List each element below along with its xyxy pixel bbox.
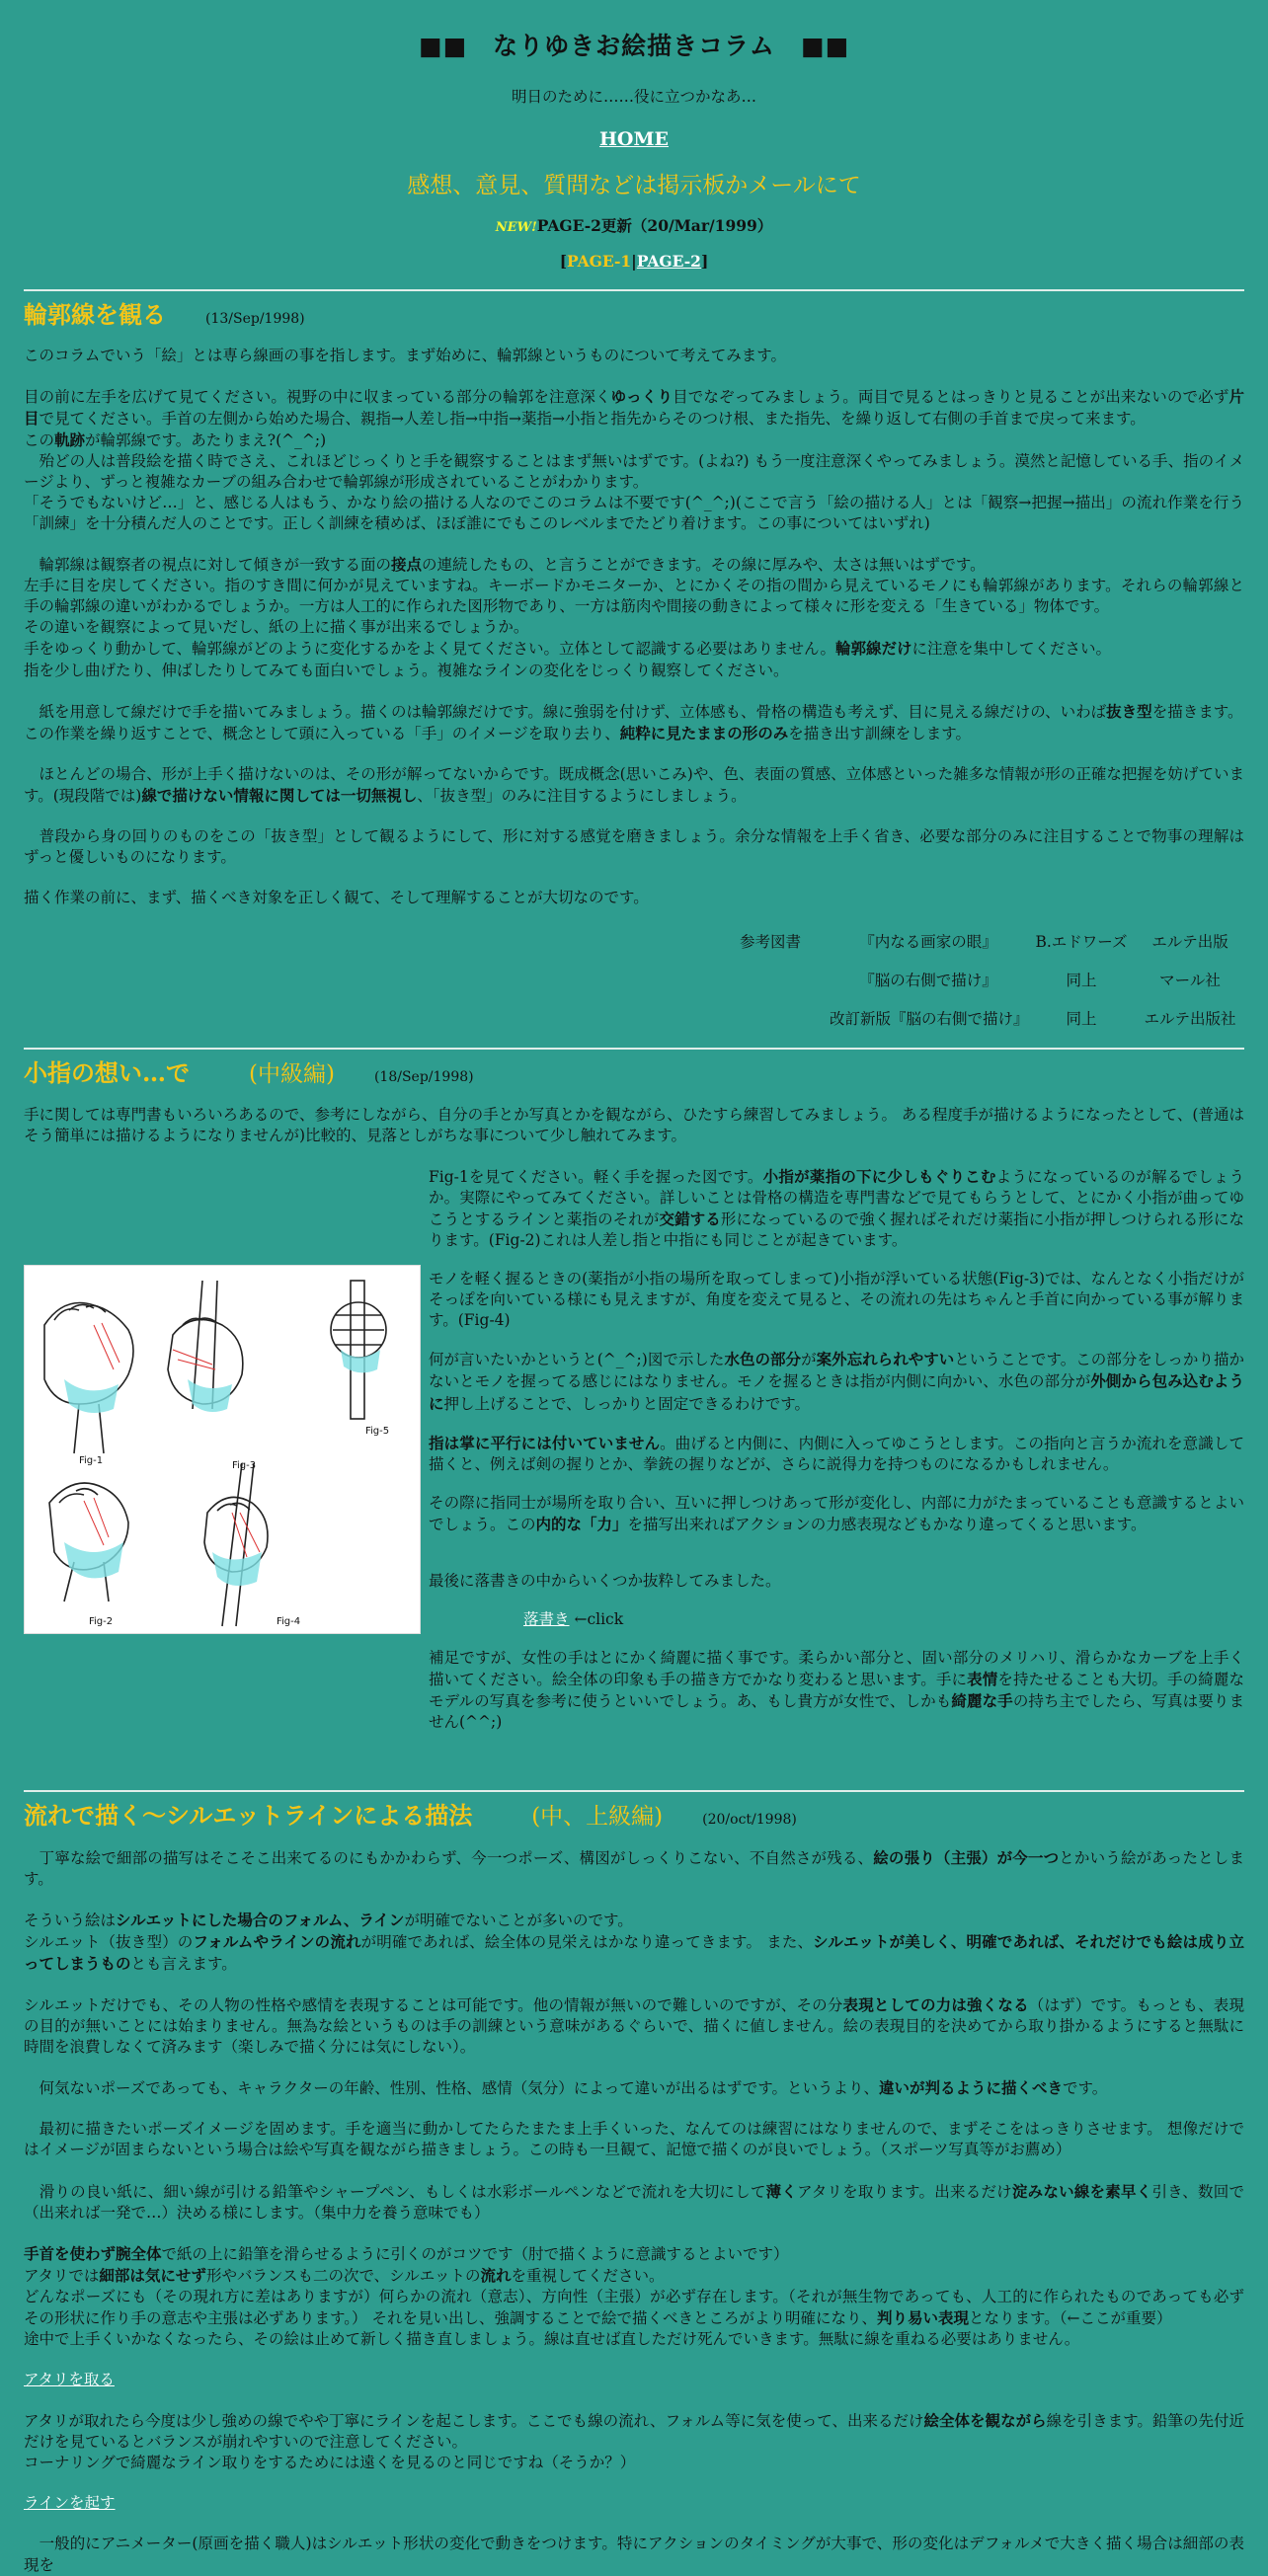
paragraph: シルエット（抜き型）のフォルムやラインの流れが明確であれば、絵全体の見栄えはかなり違ってきます。 また、シルエットが美しく、明確であれば、それだけでも絵は成り立ってしまうものとも言えます。 <box>24 1931 1244 1973</box>
home-link[interactable]: HOME <box>598 128 670 151</box>
divider <box>24 1790 1244 1792</box>
page-links: [PAGE-1|PAGE-2] <box>559 251 709 271</box>
reference-books <box>24 932 1244 1030</box>
paragraph: 指は掌に平行には付いていません。曲げると内側に、内側に入ってゆこうとします。この指向と言うか流れを意識して描くと、例えば剣の握りとか、拳銃の握りなどが、さらに説得力を持つものになるかもしれません。 <box>429 1433 1244 1473</box>
paragraph: 輪郭線は観察者の視点に対して傾きが一致する面の接点の連続したもの、と言うことができます。その線に厚みや、太さは無いはずです。 <box>24 555 986 575</box>
paragraph: ほとんどの場合、形が上手く描けないのは、その形が解ってないからです。既成概念(思いこみ)や、色、表面の質感、立体感といった雑多な情報が形の正確な把握を妨げています。(現段階では)線で描けない情報に関しては一切無視し、「抜き型」のみに注目するようにしましょう。 <box>24 764 1244 805</box>
link-row <box>24 2370 1244 2390</box>
paragraph: 一般的にアニメーター(原画を描く職人)はシルエット形状の変化で動きをつけます。特にアクションのタイミングが大事で、形の変化はデフォルメで大きく描く場合は細部の表現を <box>24 2535 1244 2574</box>
section-title: 流れで描く～シルエットラインによる描法 <box>24 1801 473 1831</box>
paragraph: コーナリングで綺麗なライン取りをするためには遠くを見るのと同じですね（そうか？） <box>24 2454 636 2472</box>
paragraph: そういう絵はシルエットにした場合のフォルム、ラインが明確でないことが多いのです。 <box>24 1910 633 1929</box>
ref-publisher: エルテ出版社 <box>1144 1010 1236 1029</box>
paragraph: 紙を用意して線だけで手を描いてみましょう。描くのは輪郭線だけです。線に強弱を付けず、立体感も、骨格の構造も考えず、目に見える線だけの、いわば抜き型を描きます。 <box>24 701 1243 721</box>
new-badge: NEW! <box>495 220 537 236</box>
paragraph: モノを軽く握るときの(薬指が小指の場所を取ってしまって)小指が浮いている状態(Fig-3)では、なんとなく小指だけがそっぽを向いている様にも見えますが、角度を変えて見ると、その流れの先はちゃんと手首に向かっている事が解ります。(Fig-4) <box>429 1270 1244 1330</box>
paragraph: 何気ないポーズであっても、キャラクターの年齢、性別、性格、感情（気分）によって違いが出るはずです。というより、違いが判るように描くべきです。 <box>24 2078 1108 2098</box>
paragraph: その際に指同士が場所を取り合い、互いに押しつけあって形が変化し、内部に力がたまっていることも意識するとよいでしょう。この内的な「力」を描写出来ればアクションの力感表現などもかなり違ってくると思います。 <box>429 1493 1244 1533</box>
paragraph: 途中で上手くいかなくなったら、その絵は止めて新しく描き直しましょう。線は直せば直しただけ死んでいきます。無駄に線を重ねる必要はありません。 <box>24 2330 1080 2348</box>
fig-label: Fig-4 <box>277 1615 301 1627</box>
divider <box>24 289 1244 291</box>
paragraph: アタリが取れたら今度は少し強めの線でやや丁寧にラインを起こします。ここでも線の流れ、フォルム等に気を使って、出来るだけ絵全体を観ながら線を引きます。鉛筆の先付近だけを見ているとバランスが崩れやすいので注意してください。 <box>24 2411 1244 2452</box>
update-text: PAGE-2更新（20/Mar/1999） <box>536 216 773 236</box>
paragraph: 最初に描きたいポーズイメージを固めます。手を適当に動かしてたらたまたま上手くいった、なんてのは練習にはなりませんので、まずそこをはっきりさせます。 想像だけではイメージが固まらないという場合は絵や写真を観ながら描きましょう。この時も一旦観て、記憶で描くのが良いでしょう。（スポーツ写真等がお薦め） <box>24 2120 1244 2159</box>
click-hint: ←click <box>574 1610 624 1629</box>
paragraph: 「そうでもないけど…」と、感じる人はもう、かなり絵の描ける人なのでこのコラムは不要です(^_^;)(ここで言う「絵の描ける人」とは「観察→把握→描出」の流れ作業を行う「訓練」を十分積んだ人のことです。正しく訓練を積めば、ほぼ誰にでもこのレベルまでたどり着けます。この事についてはいずれ) <box>24 494 1244 533</box>
section-date: (13/Sep/1998) <box>205 310 305 327</box>
paragraph: 何が言いたいかというと(^_^;)図で示した水色の部分が案外忘れられやすいということです。この部分をしっかり描かないとモノを握ってる感じにはなりません。モノを握るときは指が内側に向かい、水色の部分が外側から包み込むように押し上げることで、しっかりと固定できるわけです。 <box>429 1350 1244 1413</box>
paragraph: 手首を使わず腕全体で紙の上に鉛筆を滑らせるように引くのがコツです（肘で描くように意識するとよいです） <box>24 2243 789 2263</box>
page2-link[interactable]: PAGE-2 <box>636 251 701 271</box>
line-link[interactable]: ラインを起す <box>24 2494 116 2513</box>
paragraph: 手に関しては専門書もいろいろあるので、参考にしながら、自分の手とか写真とかを観ながら、ひたすら練習してみましょう。 ある程度手が描けるようになったとして、(普通はそう簡単には描けるようになりませんが)比較的、見落としがちな事について少し触れてみます。 <box>24 1105 1244 1144</box>
update-line <box>24 215 1244 237</box>
paragraph: アタリでは細部は気にせず形やバランスも二の次で、シルエットの流れを重視してください。 <box>24 2265 665 2285</box>
paragraph: 指を少し曲げたり、伸ばしたりしてみても面白いでしょう。複雑なラインの変化をじっくり観察してください。 <box>24 661 789 679</box>
tagline: 明日のために……役に立つかなあ… <box>511 88 756 106</box>
paragraph: この作業を繰り返すことで、概念として頭に入っている「手」のイメージを取り去り、純粋に見たままの形のみを描き出す訓練をします。 <box>24 723 972 742</box>
ref-label: 参考図書 <box>739 933 801 952</box>
rakugaki-row <box>429 1609 1244 1630</box>
section-2-header <box>24 1057 1244 1090</box>
section-date: (20/oct/1998) <box>702 1812 797 1829</box>
paragraph: このコラムでいう「絵」とは専ら線画の事を指します。まず始めに、輪郭線というものについて考えてみます。 <box>24 346 787 364</box>
section-level: (中級編) <box>249 1061 335 1088</box>
section-1-header <box>24 299 1244 332</box>
fig-label: Fig-2 <box>89 1615 114 1627</box>
paragraph: どんなポーズにも（その現れ方に差はありますが）何らかの流れ（意志）、方向性（主張）が必ず存在します。（それが無生物であっても、人工的に作られたものであっても必ずその形状に作り手の意志や主張は必ずあります。） それを見い出し、強調することで絵で描くべきところがより明確になり、判り易い表現となります。（←ここが重要） <box>24 2287 1244 2327</box>
divider <box>24 1048 1244 1050</box>
paragraph: 滑りの良い紙に、細い線が引ける鉛筆やシャープペン、もしくは水彩ボールペンなどで流れを大切にして薄くアタリを取ります。出来るだけ淀みない線を素早く引き、数回で（出来れば一発で…）決める様にします。（集中力を養う意味でも） <box>24 2181 1244 2222</box>
ref-author: 同上 <box>1066 972 1097 990</box>
fig-label: Fig-3 <box>232 1459 257 1471</box>
fig-label: Fig-5 <box>365 1425 390 1437</box>
bbs-notice: 感想、意見、質問などは掲示板かメールにて <box>407 172 861 198</box>
section-title: 輪郭線を観る <box>24 299 166 329</box>
paragraph: 目の前に左手を広げて見てください。視野の中に収まっている部分の輪郭を注意深くゆっくり目でなぞってみましょう。両目で見るとはっきりと見ることが出来ないので必ず片目で見てください。手首の左側から始めた場合、親指→人差し指→中指→薬指→小指と指先からそのつけ根、また指先、を繰り返して右側の手首まで戻って来ます。 <box>24 386 1244 428</box>
section-3-header <box>24 1800 1244 1833</box>
hand-illustration <box>24 1265 421 1634</box>
ref-author: B.エドワーズ <box>1035 933 1128 952</box>
ref-publisher: マール社 <box>1159 972 1221 990</box>
section-date: (18/Sep/1998) <box>373 1069 474 1086</box>
section-title: 小指の想い…で <box>24 1058 190 1088</box>
ref-title: 『内なる画家の眼』 <box>859 933 997 952</box>
paragraph: その違いを観察によって見いだし、紙の上に描く事が出来るでしょうか。 <box>24 618 529 637</box>
ref-title: 改訂新版『脳の右側で描け』 <box>830 1010 1029 1029</box>
section-level: (中、上級編) <box>531 1804 664 1831</box>
site-title: ■■ なりゆきお絵描きコラム ■■ <box>418 32 850 60</box>
ref-title: 『脳の右側で描け』 <box>859 972 997 990</box>
rakugaki-link[interactable]: 落書き <box>523 1610 570 1629</box>
paragraph: この軌跡が輪郭線です。あたりまえ?(^_^;) <box>24 429 327 449</box>
page1-current: PAGE-1 <box>567 251 632 271</box>
fig-label: Fig-1 <box>79 1454 104 1466</box>
paragraph: 普段から身の回りのものをこの「抜き型」として観るようにして、形に対する感覚を磨きましょう。余分な情報を上手く省き、必要な部分のみに注目することで物事の理解はずっと優しいものになります。 <box>24 826 1244 867</box>
paragraph: Fig-1を見てください。軽く手を握った図です。小指が薬指の下に少しもぐりこむようになっているのが解るでしょうか。実際にやってみてください。詳しいことは骨格の構造を専門書などで見てもらうとして、とにかく小指が曲ってゆこうとするラインと薬指のそれが交錯する形になっているので強く握ればそれだけ薬指に小指が押しつけられる形になります。(Fig-2)これは人差し指と中指にも同じことが起きています。 <box>429 1166 1244 1250</box>
atari-link[interactable]: アタリを取る <box>24 2371 115 2389</box>
ref-author: 同上 <box>1066 1010 1097 1029</box>
ref-publisher: エルテ出版 <box>1151 933 1228 952</box>
paragraph: シルエットだけでも、その人物の性格や感情を表現することは可能です。他の情報が無いので難しいのですが、その分表現としての力は強くなる（はず）です。もっとも、表現の目的が無いことには始まりません。無為な絵というものは手の訓練という意味があるぐらいで、描くに値しません。絵の表現目的を決めてから取り掛かるようにすると無駄に時間を浪費しなくて済みます（楽しみで描く分には気にしない）。 <box>24 1995 1244 2057</box>
paragraph: 手をゆっくり動かして、輪郭線がどのように変化するかをよく見てください。立体として認識する必要はありません。輪郭線だけに注意を集中してください。 <box>24 639 1112 659</box>
link-row <box>24 2493 1244 2514</box>
paragraph: 最後に落書きの中からいくつか抜粋してみました。 <box>429 1571 781 1590</box>
paragraph: 丁寧な絵で細部の描写はそこそこ出来てるのにもかかわらず、今一つポーズ、構図がしっくりこない、不自然さが残る、絵の張り（主張）が今一つとかいう絵があったとします。 <box>24 1847 1244 1888</box>
paragraph: 殆どの人は普段絵を描く時でさえ、これほどじっくりと手を観察することはまず無いはずです。(よね?) もう一度注意深くやってみましょう。漠然と記憶している手、指のイメージより、ずっと複雑なカーブの組み合わせで輪郭線が形成されていることがわかります。 <box>24 451 1244 491</box>
hand-figure <box>24 1265 419 1752</box>
paragraph: 左手に目を戻してください。指のすき間に何かが見えていますね。キーボードかモニターか、とにかくその指の間から見えているモノにも輪郭線があります。それらの輪郭線と手の輪郭線の違いがわかるでしょうか。一方は人工的に作られた図形物であり、一方は筋肉や間接の動きによって様々に形を変える「生きている」物体です。 <box>24 577 1244 616</box>
paragraph: 描く作業の前に、まず、描くべき対象を正しく観て、そして理解することが大切なのです。 <box>24 889 649 907</box>
paragraph: 補足ですが、女性の手はとにかく綺麗に描く事です。柔らかい部分と、固い部分のメリハリ、滑らかなカーブを上手く描いてください。絵全体の印象も手の描き方でかなり変わると思います。手に表情を持たせることも大切。手の綺麗なモデルの写真を参考に使うといいでしょう。あ、もし貴方が女性で、しかも綺麗な手の持ち主でしたら、写真は要りません(^^;) <box>429 1649 1244 1732</box>
